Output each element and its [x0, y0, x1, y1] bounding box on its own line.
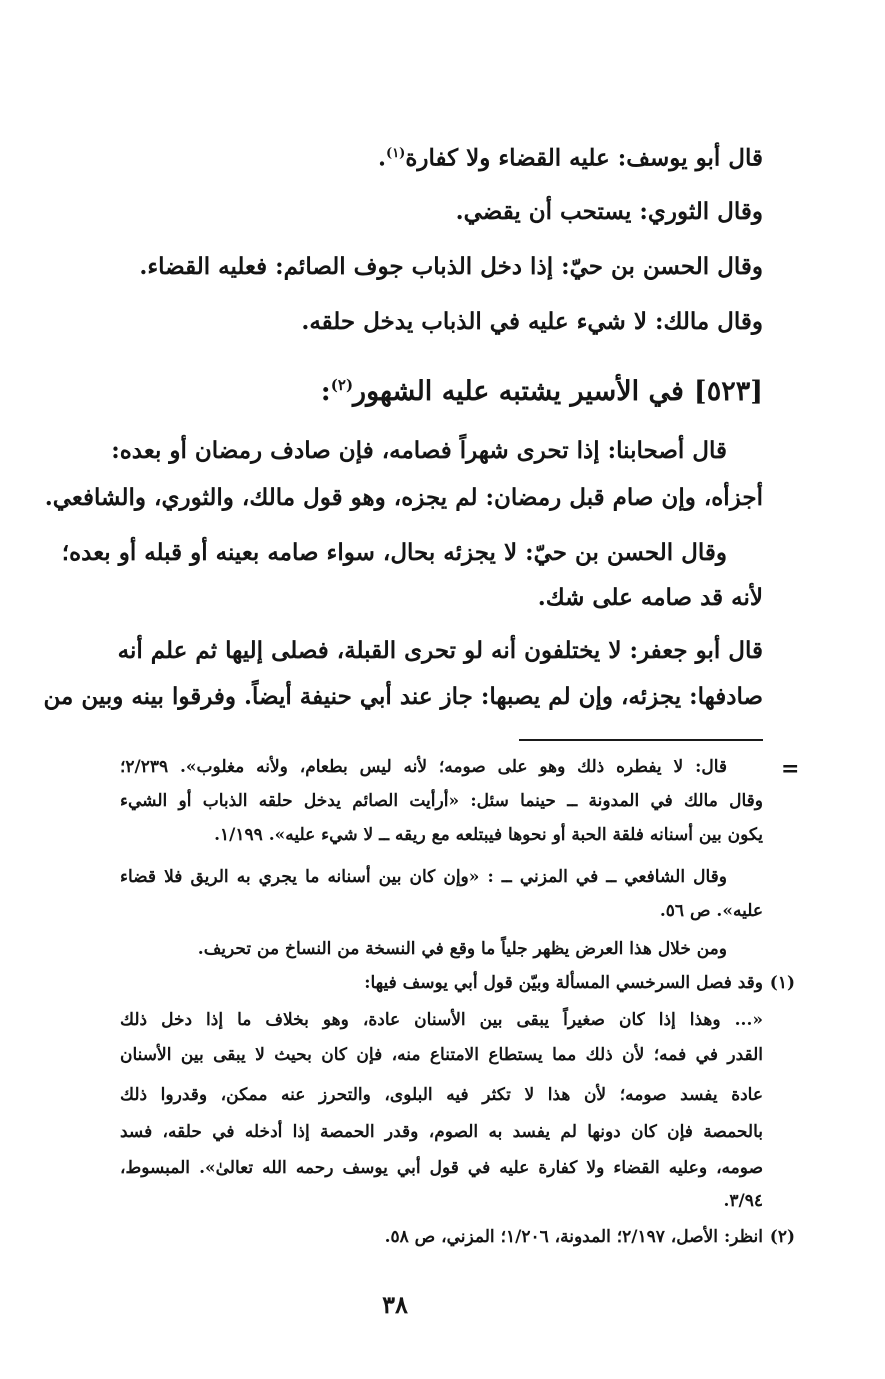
footnote-line: قال: لا يفطره ذلك وهو على صومه؛ لأنه ليس بطعام، ولأنه مغلوب». ٢/٢٣٩؛: [120, 757, 727, 777]
footnote-line: صومه، وعليه القضاء ولا كفارة عليه في قول أبي يوسف رحمه الله تعالىٰ». المبسوط،: [120, 1158, 763, 1178]
body-line: قال أبو يوسف: عليه القضاء ولا كفارة$^{(١)}$.: [378, 144, 763, 172]
body-line: وقال مالك: لا شيء عليه في الذباب يدخل حلقه.: [301, 308, 763, 335]
footnote-ref: (٢): [330, 376, 354, 394]
paragraph-line: لأنه قد صامه على شك.: [537, 584, 763, 611]
footnote-ref: (١): [386, 146, 406, 161]
paragraph-line: وقال الحسن بن حيّ: لا يجزئه بحال، سواء صامه بعينه أو قبله أو بعده؛: [61, 539, 727, 566]
footnote-line: وقال الشافعي ــ في المزني ــ : «وإن كان بين أسنانه ما يجري به الريق فلا قضاء: [120, 867, 727, 887]
section-heading: [٥٢٣]في الأسير يشتبه عليه الشهور$^{(٢)}$:: [320, 376, 763, 407]
footnote-line: عادة يفسد صومه؛ لأن هذا لا تكثر فيه البلوى، والتحرز عنه ممكن، وقدروا ذلك: [120, 1085, 763, 1105]
footnote-line: وقد فصل السرخسي المسألة وبيّن قول أبي يوسف فيها:: [364, 973, 763, 993]
footnote-line: ٣/٩٤.: [723, 1191, 763, 1211]
footnote-line: «... وهذا إذا كان صغيراً يبقى بين الأسنان عادة، وهو بخلاف ما إذا دخل ذلك: [120, 1010, 763, 1030]
footnote-line: يكون بين أسنانه فلقة الحبة أو نحوها فيبتلعه مع ريقه ــ لا شيء عليه». ١/١٩٩.: [214, 825, 763, 845]
footnote-line: انظر: الأصل، ٢/١٩٧؛ المدونة، ١/٢٠٦؛ المزني، ص ٥٨.: [384, 1227, 763, 1247]
footnote-separator: [519, 739, 763, 741]
continuation-mark: =: [781, 756, 800, 782]
body-line: وقال الثوري: يستحب أن يقضي.: [455, 198, 763, 225]
footnote-line: بالحمصة فإن كان دونها لم يفسد به الصوم، وقدر الحمصة إذا أدخله في حلقه، فسد: [120, 1122, 763, 1142]
page-number: ٣٨: [382, 1290, 408, 1319]
paragraph-line: قال أبو جعفر: لا يختلفون أنه لو تحرى القبلة، فصلى إليها ثم علم أنه: [117, 637, 763, 664]
footnote-line: عليه». ص ٥٦.: [659, 901, 763, 921]
footnote-marker: (٢): [769, 1227, 795, 1247]
footnote-line: ومن خلال هذا العرض يظهر جلياً ما وقع في النسخة من النساخ من تحريف.: [197, 939, 727, 959]
paragraph-line: صادفها: يجزئه، وإن لم يصبها: جاز عند أبي حنيفة أيضاً. وفرقوا بينه وبين من: [43, 683, 763, 710]
footnote-line: القدر في فمه؛ لأن ذلك مما يستطاع الامتناع منه، فإن كان بحيث لا يبقى بين الأسنان: [120, 1045, 763, 1065]
footnote-line: وقال مالك في المدونة ــ حينما سئل: «أرأيت الصائم يدخل حلقه الذباب أو الشيء: [120, 791, 763, 811]
paragraph-line: قال أصحابنا: إذا تحرى شهراً فصامه، فإن صادف رمضان أو بعده:: [111, 437, 727, 464]
body-line: وقال الحسن بن حيّ: إذا دخل الذباب جوف الصائم: فعليه القضاء.: [139, 253, 763, 280]
footnote-marker: (١): [769, 973, 795, 993]
paragraph-line: أجزأه، وإن صام قبل رمضان: لم يجزه، وهو قول مالك، والثوري، والشافعي.: [44, 484, 763, 511]
section-title: في الأسير يشتبه عليه الشهور: [353, 376, 684, 407]
section-number: [٥٢٣]: [693, 376, 763, 407]
